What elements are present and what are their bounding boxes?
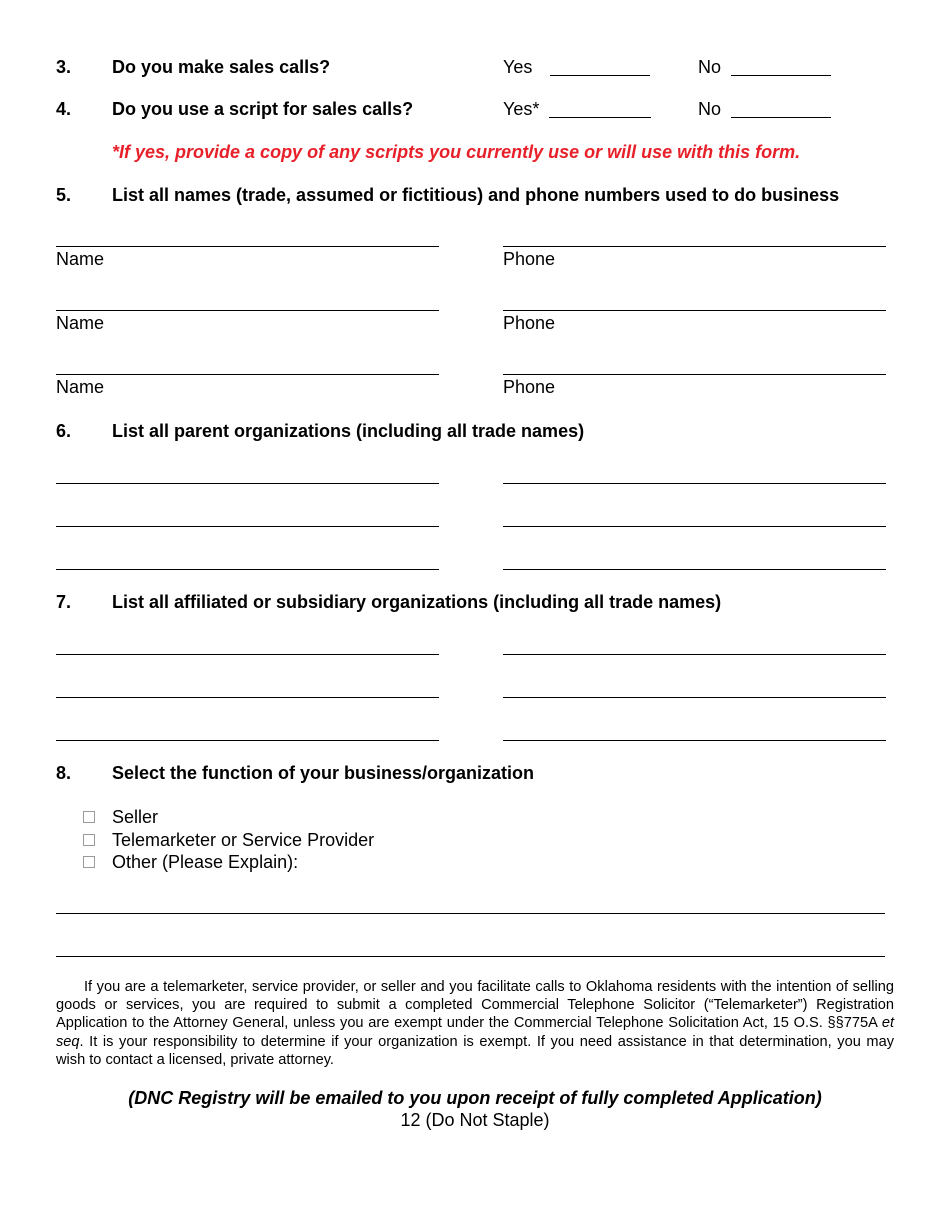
affiliate-org-line-right[interactable] — [503, 740, 886, 741]
q6-number: 6. — [56, 421, 72, 441]
dnc-registry-notice: (DNC Registry will be emailed to you upon receipt of fully completed Application) — [128, 1088, 822, 1108]
other-explain-line-1[interactable] — [56, 913, 885, 914]
telemarketer-notice-paragraph — [56, 978, 894, 1069]
q3-number: 3. — [56, 57, 72, 77]
phone-line-3[interactable] — [503, 374, 886, 375]
q4-no-blank[interactable] — [731, 117, 831, 118]
name-label: Name — [56, 249, 105, 269]
affiliate-org-line-left[interactable] — [56, 697, 439, 698]
telemarketer-option-label: Telemarketer or Service Provider — [112, 830, 375, 850]
name-line-3[interactable] — [56, 374, 439, 375]
other-checkbox[interactable] — [83, 856, 95, 868]
name-line-2[interactable] — [56, 310, 439, 311]
affiliate-org-line-right[interactable] — [503, 654, 886, 655]
phone-label: Phone — [503, 377, 556, 397]
phone-label: Phone — [503, 313, 556, 333]
q4-number: 4. — [56, 99, 72, 119]
parent-org-line-right[interactable] — [503, 569, 886, 570]
notice-et-seq: et seq — [56, 1015, 894, 1050]
script-note: *If yes, provide a copy of any scripts you currently use or will use with this form. — [112, 142, 801, 162]
name-label: Name — [56, 313, 105, 333]
parent-org-line-left[interactable] — [56, 526, 439, 527]
q4-yes-label: Yes* — [503, 99, 540, 119]
q7-number: 7. — [56, 592, 72, 612]
q8-number: 8. — [56, 763, 72, 783]
q3-yes-label: Yes — [503, 57, 533, 77]
parent-org-line-right[interactable] — [503, 526, 886, 527]
notice-text-start: If you are a telemarketer, service provider, or seller and you facilitate calls to Oklahoma residents with the intention of selling goods or services, you are required to submit a completed Commercial Telephone Solicitor (“Telemarketer”) Registration Application to the Attorney General, unless you are exempt under the Commercial Telephone Solicitation Act, 15 O.S. §§775A — [56, 979, 894, 1032]
seller-option-label: Seller — [112, 807, 159, 827]
name-label: Name — [56, 377, 105, 397]
q4-question: Do you use a script for sales calls? — [112, 99, 414, 119]
q4-yes-blank[interactable] — [549, 117, 651, 118]
name-line-1[interactable] — [56, 246, 439, 247]
parent-org-line-right[interactable] — [503, 483, 886, 484]
notice-text-end: . It is your responsibility to determine if your organization is exempt. If you need assistance in that determination, you may wish to contact a licensed, private attorney. — [56, 1033, 894, 1068]
phone-line-2[interactable] — [503, 310, 886, 311]
q3-yes-blank[interactable] — [550, 75, 650, 76]
parent-org-line-left[interactable] — [56, 569, 439, 570]
other-option-label: Other (Please Explain): — [112, 852, 299, 872]
q7-question: List all affiliated or subsidiary organizations (including all trade names) — [112, 592, 722, 612]
telemarketer-checkbox[interactable] — [83, 834, 95, 846]
phone-label: Phone — [503, 249, 556, 269]
q4-no-label: No — [698, 99, 722, 119]
q6-question: List all parent organizations (including all trade names) — [112, 421, 585, 441]
parent-org-line-left[interactable] — [56, 483, 439, 484]
q8-question: Select the function of your business/organization — [112, 763, 535, 783]
q3-no-blank[interactable] — [731, 75, 831, 76]
page-number: 12 (Do Not Staple) — [400, 1110, 550, 1130]
seller-checkbox[interactable] — [83, 811, 95, 823]
q5-question: List all names (trade, assumed or fictitious) and phone numbers used to do business — [112, 185, 840, 205]
affiliate-org-line-right[interactable] — [503, 697, 886, 698]
q3-question: Do you make sales calls? — [112, 57, 331, 77]
phone-line-1[interactable] — [503, 246, 886, 247]
affiliate-org-line-left[interactable] — [56, 740, 439, 741]
q3-no-label: No — [698, 57, 722, 77]
affiliate-org-line-left[interactable] — [56, 654, 439, 655]
q5-number: 5. — [56, 185, 72, 205]
other-explain-line-2[interactable] — [56, 956, 885, 957]
